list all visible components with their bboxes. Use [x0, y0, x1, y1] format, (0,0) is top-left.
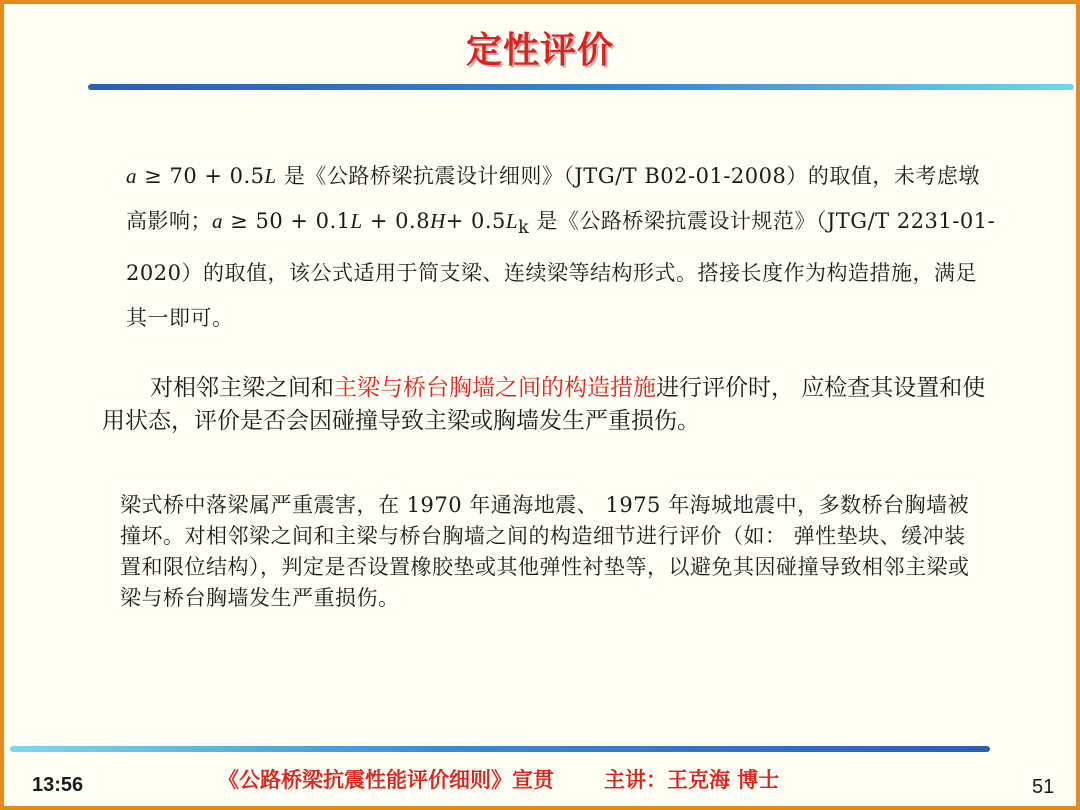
footer-time: 13:56: [32, 774, 84, 796]
evaluation-paragraph: [102, 372, 992, 438]
evaluation-text-b: 进行评价时， 应检查其设置和使用状态，评价是否会因碰撞导致主梁或胸墙发生严重损伤。: [102, 375, 986, 434]
formula-1-var: a: [126, 164, 137, 188]
evaluation-text-a: 对相邻主梁之间和: [150, 375, 334, 401]
formula-1-L: L: [264, 164, 277, 188]
formula-2-var: a: [212, 209, 223, 233]
formula-1-relation: ≥: [137, 164, 170, 188]
footer-lecturer: 主讲：王克海 博士: [604, 768, 780, 792]
formula-1-expression: 70 + 0.5: [169, 164, 265, 188]
formula-2-expression-c: + 0.5: [445, 209, 506, 233]
footer-divider: [10, 746, 990, 752]
formula-2-H: H: [430, 209, 446, 233]
formula-2-L: L: [350, 209, 363, 233]
page-number: 51: [1032, 776, 1055, 798]
formula-2-text: 是《公路桥梁抗震设计规范》（JTG/T 2231-01-2020）的取值，该公式适用于简支梁、连续梁等结构形式。搭接长度作为构造措施，满足其一即可。: [126, 209, 996, 331]
formula-paragraph: [126, 154, 996, 341]
title-divider: [88, 84, 1074, 90]
formula-2-Lk: L: [505, 209, 519, 233]
formula-2-expression-a: 50 + 0.1: [255, 209, 351, 233]
slide-title: 定性评价: [465, 30, 614, 71]
footer-course-title: 《公路桥梁抗震性能评价细则》宣贯: [218, 768, 554, 792]
footer-credits: [218, 764, 779, 794]
commentary-paragraph: 梁式桥中落梁属严重震害，在 1970 年通海地震、 1975 年海城地震中，多数桥台胸墙被撞坏。对相邻梁之间和主梁与桥台胸墙之间的构造细节进行评价（如： 弹性垫块、缓冲装置和限位结构），判定是否设置橡胶垫或其他弹性衬垫等，以避免其因碰撞导致相邻主梁或梁与桥台胸墙发生严重损伤。: [120, 493, 970, 610]
formula-2-relation: ≥: [223, 209, 256, 233]
formula-2-expression-b: + 0.8: [362, 209, 431, 233]
formula-2-subscript-k: k: [518, 218, 530, 239]
formula-1-text: 是《公路桥梁抗震设计细则》（JTG/T B02-01-2008）的取值，未考虑墩高影响；: [126, 164, 980, 233]
evaluation-highlight: 主梁与桥台胸墙之间的构造措施: [334, 375, 656, 401]
